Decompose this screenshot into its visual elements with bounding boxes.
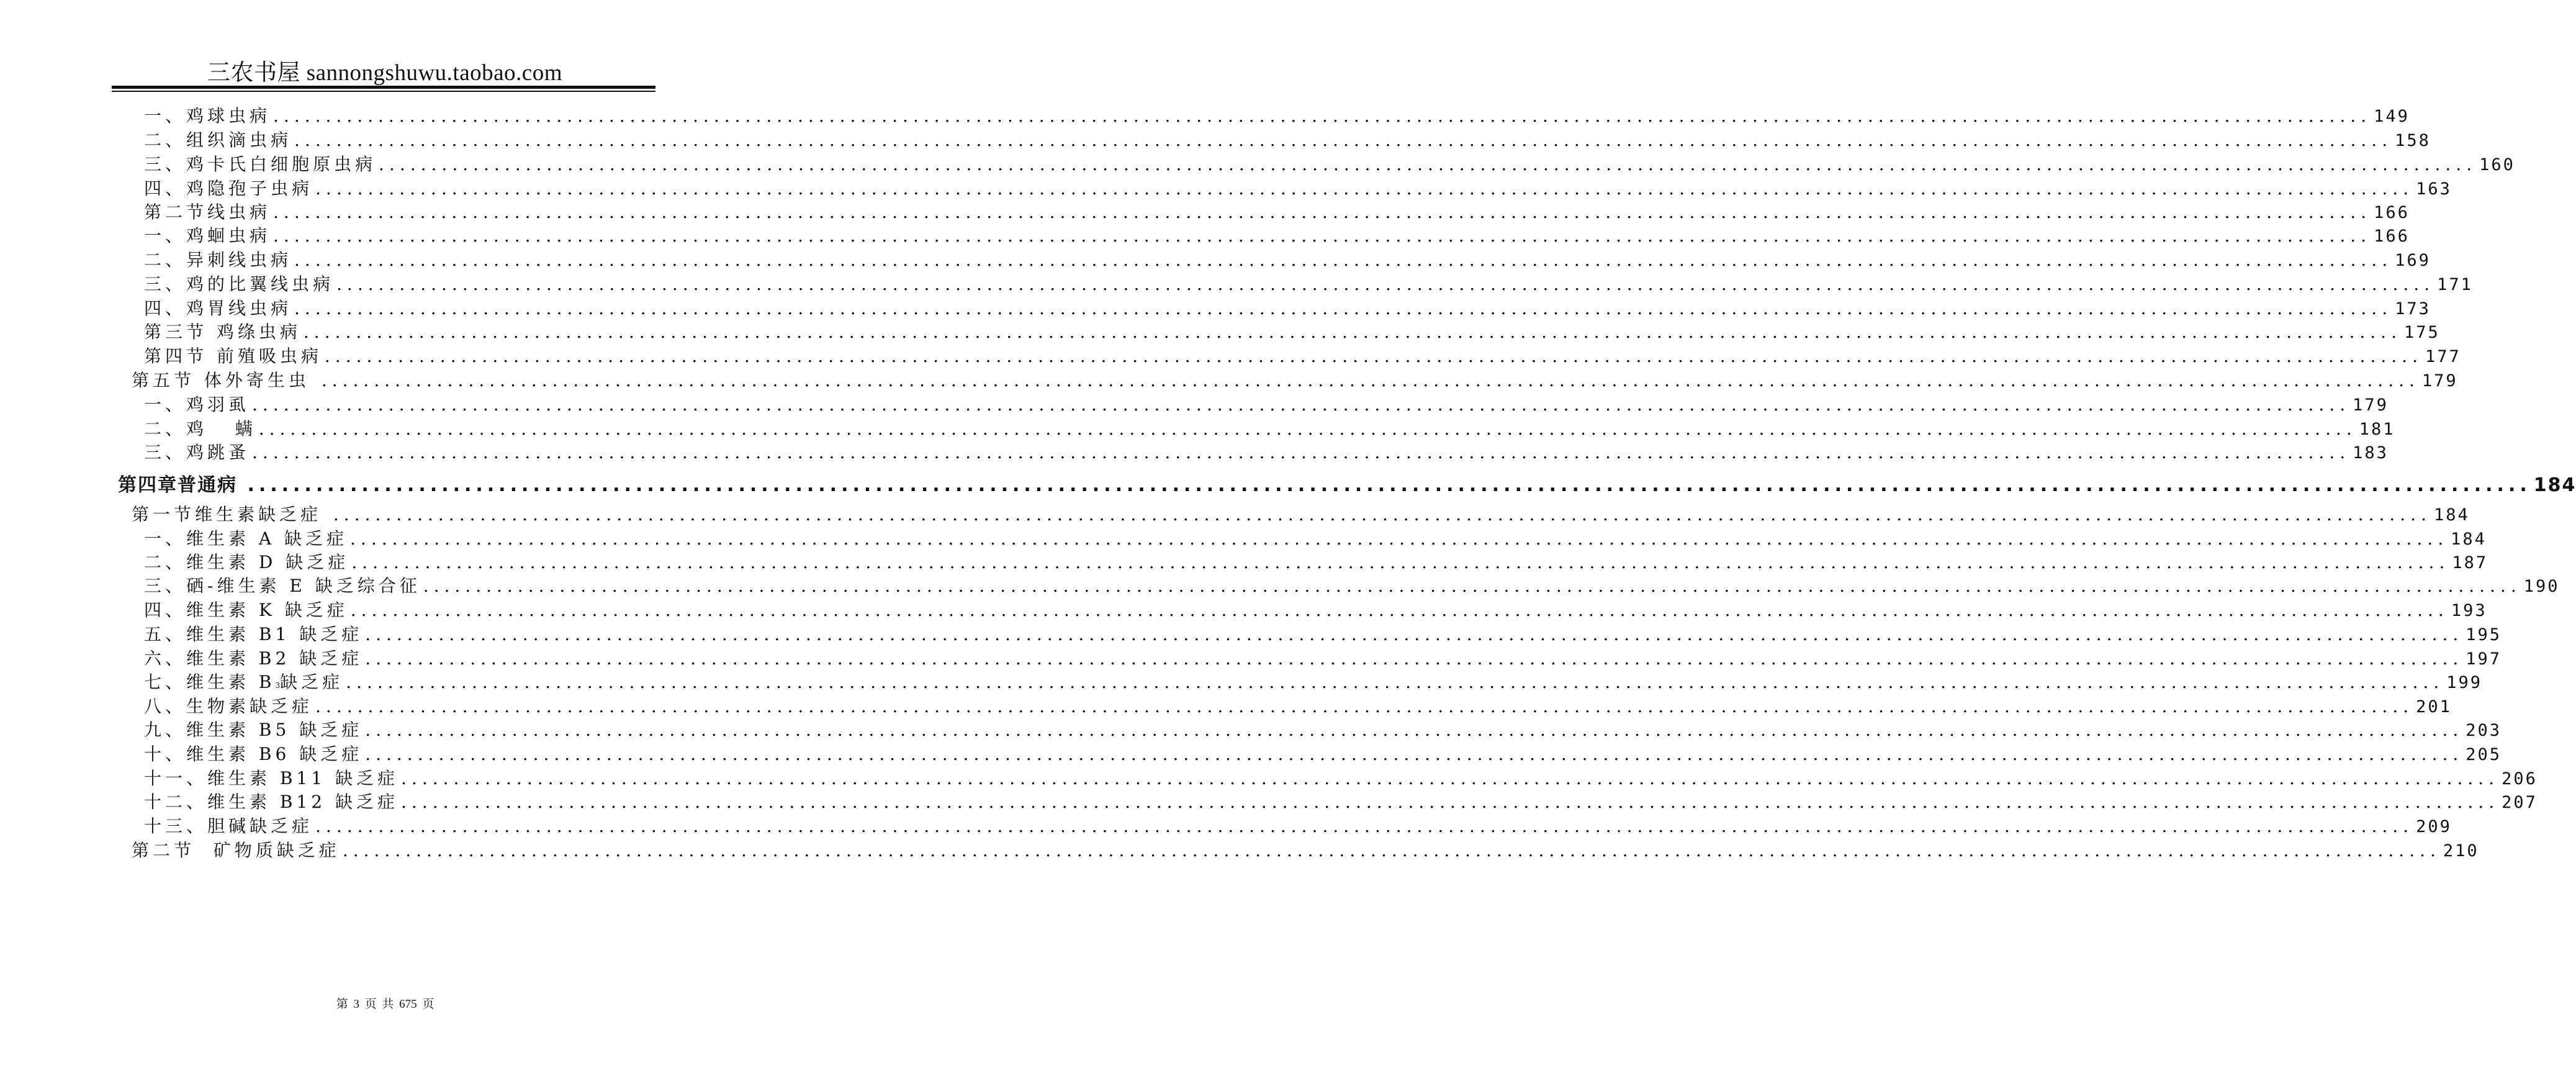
toc-entry-label: 一、鸡蛔虫病 — [144, 225, 271, 246]
toc-page-number: 179 — [2353, 395, 2389, 415]
toc-item-row — [144, 295, 2431, 320]
toc-item-row — [144, 439, 2389, 464]
toc-item-row — [144, 199, 2410, 224]
toc-leader-dots: ........................................................................................................................................................................................................ — [350, 600, 2449, 620]
toc-entry-label: 第四章普通病 — [118, 474, 245, 496]
toc-leader-dots: ........................................................................................................................................................................................................ — [247, 474, 2531, 496]
toc-item-row — [144, 645, 2502, 670]
toc-page-number: 177 — [2425, 347, 2461, 366]
toc-leader-dots: ........................................................................................................................................................................................................ — [315, 178, 2414, 199]
toc-leader-dots: ........................................................................................................................................................................................................ — [258, 418, 2357, 439]
toc-page-number: 149 — [2374, 107, 2410, 126]
toc-page-number: 181 — [2359, 420, 2395, 439]
toc-item-row — [144, 549, 2488, 574]
toc-entry-label: 十三、胆碱缺乏症 — [144, 816, 313, 836]
toc-item-row — [144, 716, 2502, 741]
toc-entry-label: 二、鸡 螨 — [144, 418, 256, 439]
toc-leader-dots: ........................................................................................................................................................................................................ — [342, 840, 2441, 861]
toc-leader-dots: ........................................................................................................................................................................................................ — [252, 442, 2351, 463]
toc-item-row — [144, 813, 2452, 838]
toc-leader-dots: ........................................................................................................................................................................................................ — [423, 576, 2521, 596]
toc-chapter-row — [118, 469, 2576, 496]
toc-leader-dots: ........................................................................................................................................................................................................ — [315, 816, 2414, 836]
toc-leader-dots: ........................................................................................................................................................................................................ — [365, 624, 2464, 644]
toc-item-row — [144, 127, 2431, 151]
toc-page-number: 205 — [2466, 745, 2502, 764]
toc-entry-label: 四、鸡胃线虫病 — [144, 298, 292, 319]
toc-item-row — [144, 597, 2487, 621]
toc-section-row — [132, 501, 2470, 526]
toc-page-number: 171 — [2437, 275, 2473, 294]
toc-page-number: 184 — [2533, 474, 2576, 496]
toc-page-number: 210 — [2443, 841, 2479, 861]
toc-entry-label: 三、鸡的比翼线虫病 — [144, 274, 335, 294]
toc-entry-label: 二、维生素 D 缺乏症 — [144, 552, 349, 572]
toc-entry-label: 十二、维生素 B12 缺乏症 — [144, 792, 399, 812]
toc-item-row — [144, 669, 2482, 694]
toc-page-number: 173 — [2395, 299, 2431, 319]
toc-entry-label: 第二节 矿物质缺乏症 — [132, 840, 340, 861]
toc-entry-label: 十、维生素 B6 缺乏症 — [144, 744, 363, 764]
toc-page-number: 166 — [2374, 203, 2410, 222]
toc-item-row — [144, 246, 2431, 271]
toc-page-number: 184 — [2451, 530, 2487, 549]
toc-leader-dots: ........................................................................................................................................................................................................ — [333, 504, 2431, 525]
toc-leader-dots: ........................................................................................................................................................................................................ — [294, 250, 2393, 270]
toc-item-row — [144, 391, 2389, 416]
toc-entry-label: 第三节 鸡绦虫病 — [144, 322, 301, 342]
toc-item-row — [144, 102, 2410, 127]
page-footer: 第 3 页 共 675 页 — [336, 998, 435, 1011]
toc-page-number: 190 — [2523, 577, 2560, 596]
toc-page-number: 169 — [2395, 251, 2431, 270]
toc-leader-dots: ........................................................................................................................................................................................................ — [350, 528, 2449, 549]
toc-entry-label: 四、维生素 K 缺乏症 — [144, 600, 348, 620]
toc-leader-dots: ........................................................................................................................................................................................................ — [336, 274, 2435, 294]
toc-entry-label: 五、维生素 B1 缺乏症 — [144, 624, 363, 644]
toc-page-number: 163 — [2416, 179, 2452, 199]
toc-item-row — [144, 415, 2395, 440]
toc-entry-subscript: 3 — [275, 681, 281, 690]
toc-page-number: 166 — [2374, 227, 2410, 246]
toc-entry-label: 第一节维生素缺乏症 — [132, 504, 331, 525]
toc-section-row — [132, 367, 2458, 392]
toc-leader-dots: ........................................................................................................................................................................................................ — [351, 552, 2450, 572]
toc-item-row — [144, 765, 2538, 790]
header-rule-thin — [112, 91, 655, 92]
header-title: 三农书屋 sannongshuwu.taobao.com — [207, 60, 563, 86]
toc-entry-label: 三、鸡卡氏白细胞原虫病 — [144, 154, 377, 174]
toc-page-number: 175 — [2403, 323, 2440, 342]
toc-entry-label: 第二节线虫病 — [144, 202, 271, 222]
toc-page-number: 160 — [2479, 155, 2515, 174]
toc-page-number: 206 — [2502, 769, 2538, 789]
toc-section-row — [132, 837, 2479, 862]
toc-leader-dots: ........................................................................................................................................................................................................ — [346, 672, 2444, 692]
toc-entry-label: 二、组织滴虫病 — [144, 130, 292, 150]
toc-entry-label: 九、维生素 B5 缺乏症 — [144, 720, 363, 740]
toc-item-row — [144, 271, 2473, 296]
toc-leader-dots: ........................................................................................................................................................................................................ — [365, 648, 2464, 669]
toc-item-row — [144, 525, 2487, 550]
toc-leader-dots: ........................................................................................................................................................................................................ — [324, 346, 2423, 366]
toc-leader-dots: ........................................................................................................................................................................................................ — [315, 696, 2414, 716]
toc-page-number: 158 — [2395, 131, 2431, 150]
toc-page-number: 187 — [2452, 553, 2488, 572]
toc-entry-label: 二、异刺线虫病 — [144, 250, 292, 270]
toc-leader-dots: ........................................................................................................................................................................................................ — [401, 768, 2500, 789]
toc-leader-dots: ........................................................................................................................................................................................................ — [321, 370, 2420, 391]
toc-leader-dots: ........................................................................................................................................................................................................ — [252, 394, 2351, 415]
toc-item-row — [144, 621, 2502, 646]
toc-entry-label: 六、维生素 B2 缺乏症 — [144, 648, 363, 669]
toc-page-number: 197 — [2466, 649, 2502, 669]
toc-page-number: 184 — [2433, 505, 2470, 525]
toc-item-row — [144, 151, 2515, 176]
toc-page-number: 195 — [2466, 625, 2502, 644]
toc-item-row — [144, 741, 2502, 766]
toc-page-number: 203 — [2466, 721, 2502, 740]
toc-item-row — [144, 572, 2560, 597]
toc-entry-label: 一、维生素 A 缺乏症 — [144, 528, 348, 549]
toc-entry-label: 一、鸡球虫病 — [144, 106, 271, 126]
toc-leader-dots: ........................................................................................................................................................................................................ — [365, 744, 2464, 764]
toc-page-number: 201 — [2416, 697, 2452, 716]
toc-item-row — [144, 789, 2538, 813]
toc-page-number: 193 — [2451, 601, 2487, 620]
toc-leader-dots: ........................................................................................................................................................................................................ — [273, 202, 2372, 222]
toc-page-number: 207 — [2502, 793, 2538, 812]
toc-entry-label: 第五节 体外寄生虫 — [132, 370, 319, 391]
toc-item-row — [144, 693, 2452, 718]
toc-entry-label: 四、鸡隐孢子虫病 — [144, 178, 313, 199]
toc-leader-dots: ........................................................................................................................................................................................................ — [273, 106, 2372, 126]
header-rule-thick — [112, 86, 655, 89]
toc-leader-dots: ........................................................................................................................................................................................................ — [379, 154, 2477, 174]
toc-entry-label: 七、维生素 B — [144, 672, 276, 692]
toc-page-number: 199 — [2446, 673, 2482, 692]
toc-entry-label: 第四节 前殖吸虫病 — [144, 346, 322, 366]
toc-item-row — [144, 175, 2452, 200]
toc-leader-dots: ........................................................................................................................................................................................................ — [303, 322, 2402, 342]
toc-entry-label: 三、鸡跳蚤 — [144, 442, 250, 463]
toc-entry-label: 一、鸡羽虱 — [144, 394, 250, 415]
toc-page-number: 179 — [2421, 371, 2458, 391]
toc-entry-label: 十一、维生素 B11 缺乏症 — [144, 768, 399, 789]
toc-entry-label: 八、生物素缺乏症 — [144, 696, 313, 716]
toc-leader-dots: ........................................................................................................................................................................................................ — [294, 298, 2393, 319]
toc-page-number: 183 — [2353, 443, 2389, 463]
toc-item-row — [144, 343, 2461, 368]
toc-item-row — [144, 319, 2440, 343]
toc-entry-label: 三、硒-维生素 E 缺乏综合征 — [144, 576, 421, 596]
toc-leader-dots: ........................................................................................................................................................................................................ — [294, 130, 2393, 150]
toc-leader-dots: ........................................................................................................................................................................................................ — [365, 720, 2464, 740]
toc-page-number: 209 — [2416, 817, 2452, 836]
toc-entry-label-suffix: 缺乏症 — [280, 672, 344, 692]
toc-item-row — [144, 222, 2410, 247]
toc-leader-dots: ........................................................................................................................................................................................................ — [273, 225, 2372, 246]
toc-leader-dots: ........................................................................................................................................................................................................ — [401, 792, 2500, 812]
